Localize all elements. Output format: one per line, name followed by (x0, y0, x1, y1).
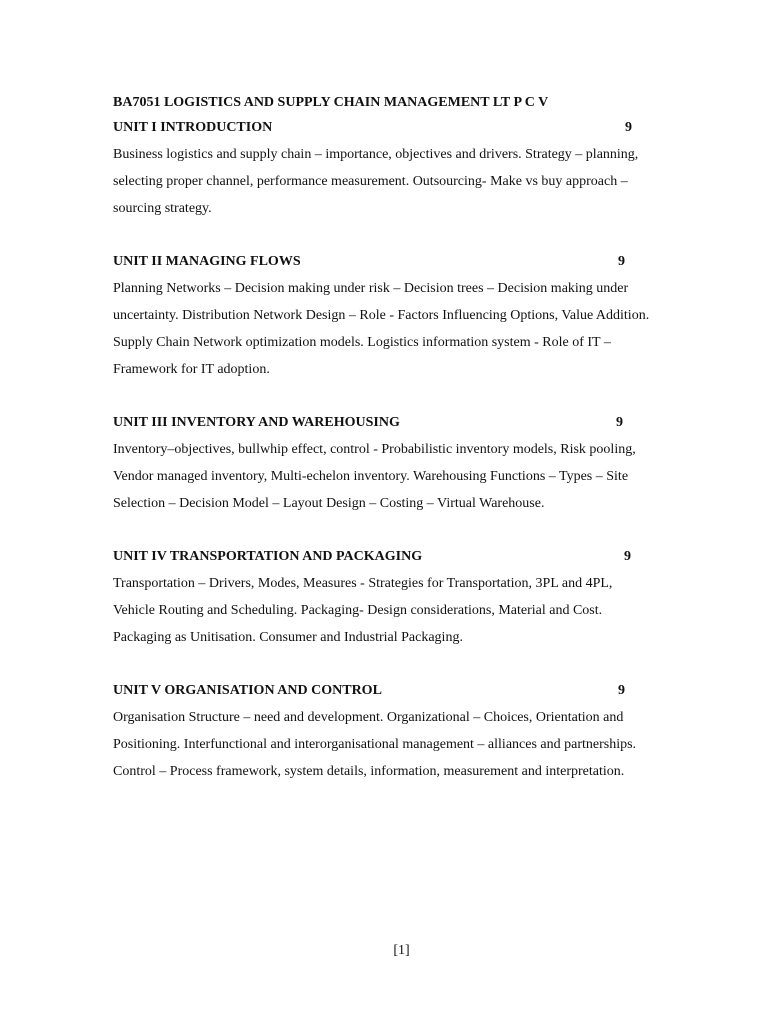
unit-title: UNIT III INVENTORY AND WAREHOUSING (113, 415, 400, 430)
course-title: BA7051 LOGISTICS AND SUPPLY CHAIN MANAGEMENT LT P C V (113, 95, 549, 110)
text-line: Positioning. Interfunctional and interorganisational management – alliances and partnerships. (113, 737, 637, 752)
text-line: Control – Process framework, system details, information, measurement and interpretation. (113, 764, 625, 779)
document-page (113, 92, 703, 785)
unit-hours: 9 (625, 120, 632, 135)
text-line: Framework for IT adoption. (113, 362, 270, 377)
text-line: Business logistics and supply chain – importance, objectives and drivers. Strategy – planning, (113, 147, 639, 162)
unit-heading (113, 248, 703, 275)
text-line: Inventory–objectives, bullwhip effect, control - Probabilistic inventory models, Risk pooling, (113, 442, 636, 457)
text-line: Transportation – Drivers, Modes, Measures - Strategies for Transportation, 3PL and 4PL, (113, 576, 613, 591)
unit-hours: 9 (624, 549, 631, 564)
unit-title: UNIT II MANAGING FLOWS (113, 254, 301, 269)
unit-description (113, 704, 703, 785)
page-number: [1] (393, 943, 410, 958)
text-line: uncertainty. Distribution Network Design – Role - Factors Influencing Options, Value Addition. (113, 308, 650, 323)
text-line: sourcing strategy. (113, 201, 212, 216)
unit-3 (113, 409, 703, 517)
unit-heading (113, 114, 703, 141)
unit-hours: 9 (616, 415, 623, 430)
text-line: Packaging as Unitisation. Consumer and Industrial Packaging. (113, 630, 463, 645)
unit-4 (113, 543, 703, 651)
unit-title: UNIT V ORGANISATION AND CONTROL (113, 683, 382, 698)
unit-title: UNIT I INTRODUCTION (113, 120, 273, 135)
unit-description (113, 275, 703, 383)
unit-hours: 9 (618, 254, 625, 269)
unit-1 (113, 114, 703, 222)
unit-heading (113, 543, 703, 570)
text-line: Selection – Decision Model – Layout Design – Costing – Virtual Warehouse. (113, 496, 545, 511)
unit-5 (113, 677, 703, 785)
unit-description (113, 436, 703, 517)
text-line: Vehicle Routing and Scheduling. Packaging- Design considerations, Material and Cost. (113, 603, 603, 618)
text-line: Vendor managed inventory, Multi-echelon inventory. Warehousing Functions – Types – Site (113, 469, 629, 484)
unit-description (113, 141, 703, 222)
unit-heading (113, 677, 703, 704)
unit-hours: 9 (618, 683, 625, 698)
unit-heading (113, 409, 703, 436)
unit-2 (113, 248, 703, 383)
text-line: selecting proper channel, performance measurement. Outsourcing- Make vs buy approach – (113, 174, 628, 189)
text-line: Supply Chain Network optimization models. Logistics information system - Role of IT – (113, 335, 611, 350)
unit-description (113, 570, 703, 651)
text-line: Organisation Structure – need and development. Organizational – Choices, Orientation and (113, 710, 624, 725)
unit-title: UNIT IV TRANSPORTATION AND PACKAGING (113, 549, 423, 564)
text-line: Planning Networks – Decision making under risk – Decision trees – Decision making under (113, 281, 629, 296)
